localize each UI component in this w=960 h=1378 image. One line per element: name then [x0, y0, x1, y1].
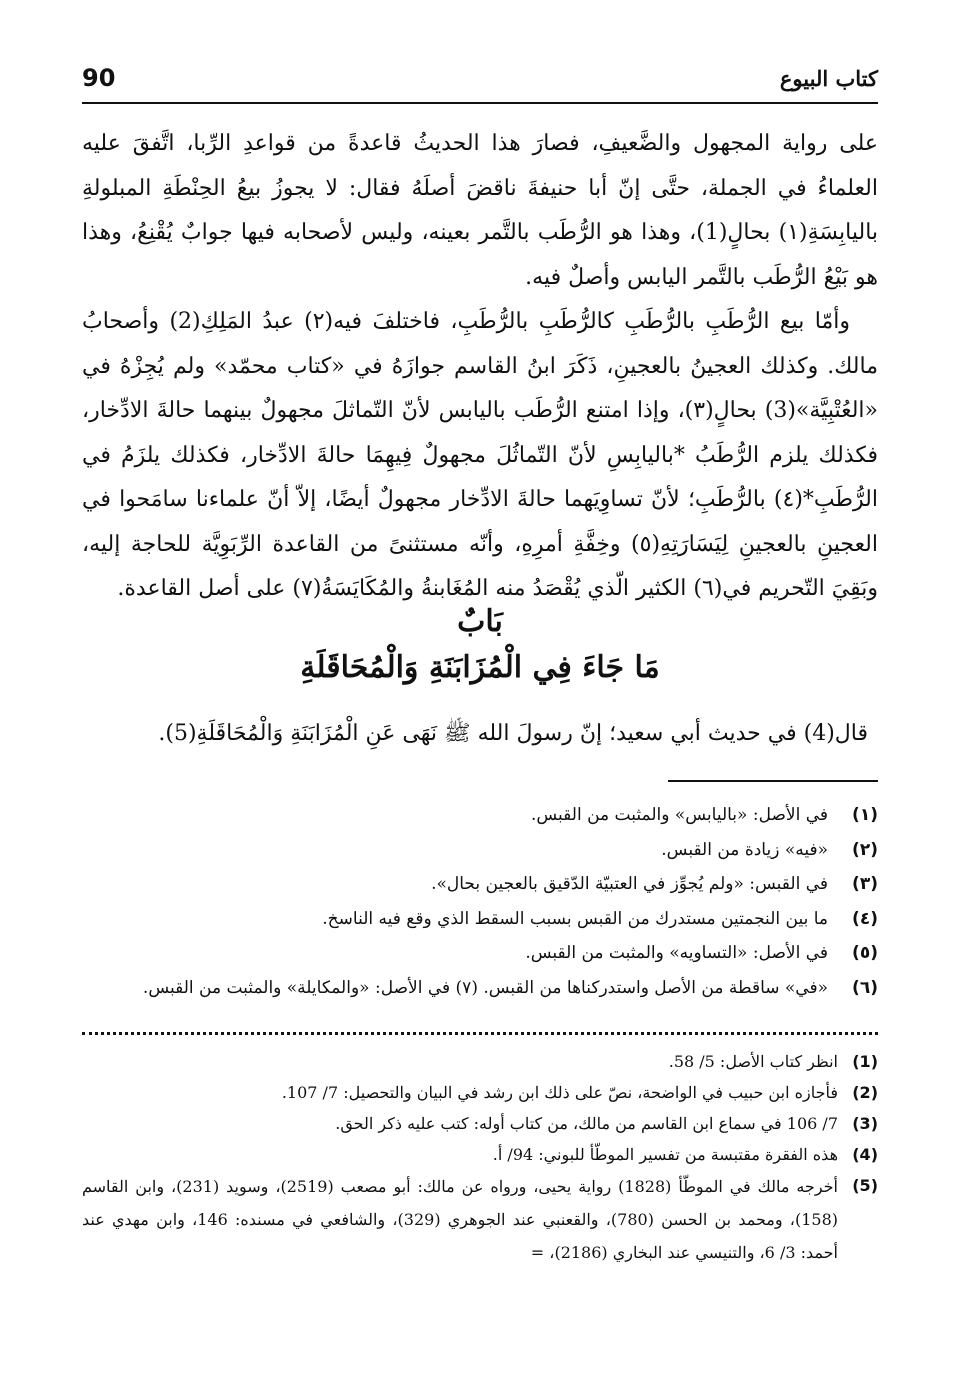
- page-number: 90: [82, 64, 116, 92]
- footnote: [82, 867, 878, 902]
- running-title: كتاب البيوع: [779, 66, 878, 91]
- footnote: [82, 902, 878, 937]
- footnote-text: في الأصل: «التساويه» والمثبت من القبس.: [525, 943, 828, 963]
- footnote-text: في القبس: «ولم يُجوِّز في العتبيّة الدّقيق بالعجين بحال».: [431, 874, 828, 894]
- chapter-heading: [82, 600, 878, 692]
- footnote-number: (٥): [852, 943, 878, 963]
- footnote-number: (5): [852, 1176, 878, 1195]
- footnote-number: (٦): [852, 977, 878, 998]
- footnote-text: ما بين النجمتين مستدرك من القبس بسبب السقط الذي وقع فيه الناسخ.: [322, 908, 828, 929]
- paragraph-1: على رواية المجهول والضَّعيفِ، فصارَ هذا الحديثُ قاعدةً من قواعدِ الرِّبا، اتَّفقَ عليه العلماءُ في الجملة، حتَّى إنّ أبا حنيفةَ ناقضَ أصلَهُ فقال: لا يجوزُ بيعُ الحِنْطَةِ المبلولةِ باليابِسَةِ(١) بحالٍ(1)، وهذا هو الرُّطَب بالتَّمر بعينه، وليس لأصحابه فيها جوابٌ يُقْنِعُ، وهذا هو بَيْعُ الرُّطَب بالتَّمر اليابس وأصلٌ فيه.: [82, 131, 879, 290]
- footnote: [82, 1046, 878, 1077]
- footnote-number: (3): [852, 1114, 878, 1133]
- footnote-number: (4): [852, 1145, 878, 1164]
- footnote-text: 7/ 106 في سماع ابن القاسم من مالك، من كتاب أوله: كتب عليه ذكر الحق.: [335, 1114, 838, 1133]
- page-header: [82, 64, 878, 100]
- footnote: [82, 1108, 878, 1139]
- footnote-text: «في» ساقطة من الأصل واستدركناها من القبس. (٧) في الأصل: «والمكايلة» والمثبت من القبس.: [142, 977, 828, 998]
- footnote-text: «فيه» زيادة من القبس.: [661, 839, 828, 860]
- footnote: [82, 833, 878, 868]
- footnote-number: (٤): [852, 908, 878, 929]
- header-rule: [82, 102, 878, 104]
- footnotes-critical: [82, 1046, 878, 1269]
- footnote: [82, 1077, 878, 1108]
- chapter-title: مَا جَاءَ فِي الْمُزَابَنَةِ وَالْمُحَاقَلَةِ: [300, 650, 660, 685]
- hadith-text: قال(4) في حديث أبي سعيد؛ إنّ رسولَ الله ﷺ نَهَى عَنِ الْمُزَابَنَةِ وَالْمُحَاقَلَةِ(5).: [158, 721, 868, 746]
- footnote-text: هذه الفقرة مقتبسة من تفسير الموطّأ للبوني: 94/ أ.: [492, 1145, 838, 1164]
- footnote: [82, 1139, 878, 1170]
- footnote-text: أخرجه مالك في الموطّأ (1828) رواية يحيى، ورواه عن مالك: أبو مصعب (2519)، وسويد (231)، وابن القاسم (158)، ومحمد بن الحسن (780)، والقعنبي عند الجوهري (329)، والشافعي في مسنده: 146، وابن مهدي عند أحمد: 3/ 6، والتنيسي عند البخاري (2186)، =: [82, 1177, 838, 1262]
- paragraph-2: وأمّا بيع الرُّطَبِ بالرُّطَبِ كالرُّطَبِ بالرُّطَبِ، فاختلفَ فيه(٢) عبدُ المَلِكِ(2) وأصحابُ مالك. وكذلك العجينُ بالعجينِ، ذَكَرَ ابنُ القاسم جوازَهُ في «كتاب محمّد» ولم يُجِزْهُ في «العُتْبِيَّة»(3) بحالٍ(٣)، وإذا امتنع الرُّطَب باليابس لأنّ التّماثلَ مجهولٌ بينهما حالةَ الادِّخار، فكذلك يلزم الرُّطَبُ *باليابِسِ لأنّ التّماثُلَ مجهولٌ فِيهِمَا حالةَ الادِّخار، فكذلك يلزَمُ في الرُّطَبِ*(٤) بالرُّطَبِ؛ لأنّ تساوِيَهما حالةَ الادِّخار مجهولٌ أيضًا، إلاّ أنّ علماءنا سامَحوا في العجينِ بالعجينِ لِيَسَارَتِهِ(٥) وخِفَّةِ أمرِهِ، وأنّه مستثنىً من القاعدة الرِّبَوِيَّة للحاجة إليه، وبَقِيَ التّحريم في(٦) الكثير الّذي يُقْصَدُ منه المُغَابنةُ والمُكَايَسَةُ(٧) على أصل القاعدة.: [82, 309, 879, 601]
- footnote-text: فأجازه ابن حبيب في الواضحة، نصّ على ذلك ابن رشد في البيان والتحصيل: 7/ 107.: [281, 1083, 838, 1102]
- footnote-number: (٢): [852, 839, 878, 860]
- dotted-separator: [82, 1032, 878, 1035]
- main-text: [82, 122, 878, 612]
- footnote-number: (٣): [852, 874, 878, 894]
- footnote-number: (2): [852, 1083, 878, 1102]
- footnote-text: انظر كتاب الأصل: 5/ 58.: [668, 1052, 838, 1071]
- footnote-number: (1): [852, 1052, 878, 1071]
- chapter-label: بَابٌ: [457, 604, 503, 639]
- footnote: [82, 1170, 878, 1269]
- footnote: [82, 971, 878, 1006]
- footnotes-editor: [82, 798, 878, 1005]
- footnote: [82, 936, 878, 971]
- footnote-text: في الأصل: «باليابس» والمثبت من القبس.: [530, 805, 828, 825]
- footnote-rule: [668, 780, 878, 782]
- footnote-number: (١): [852, 805, 878, 825]
- footnote: [82, 798, 878, 833]
